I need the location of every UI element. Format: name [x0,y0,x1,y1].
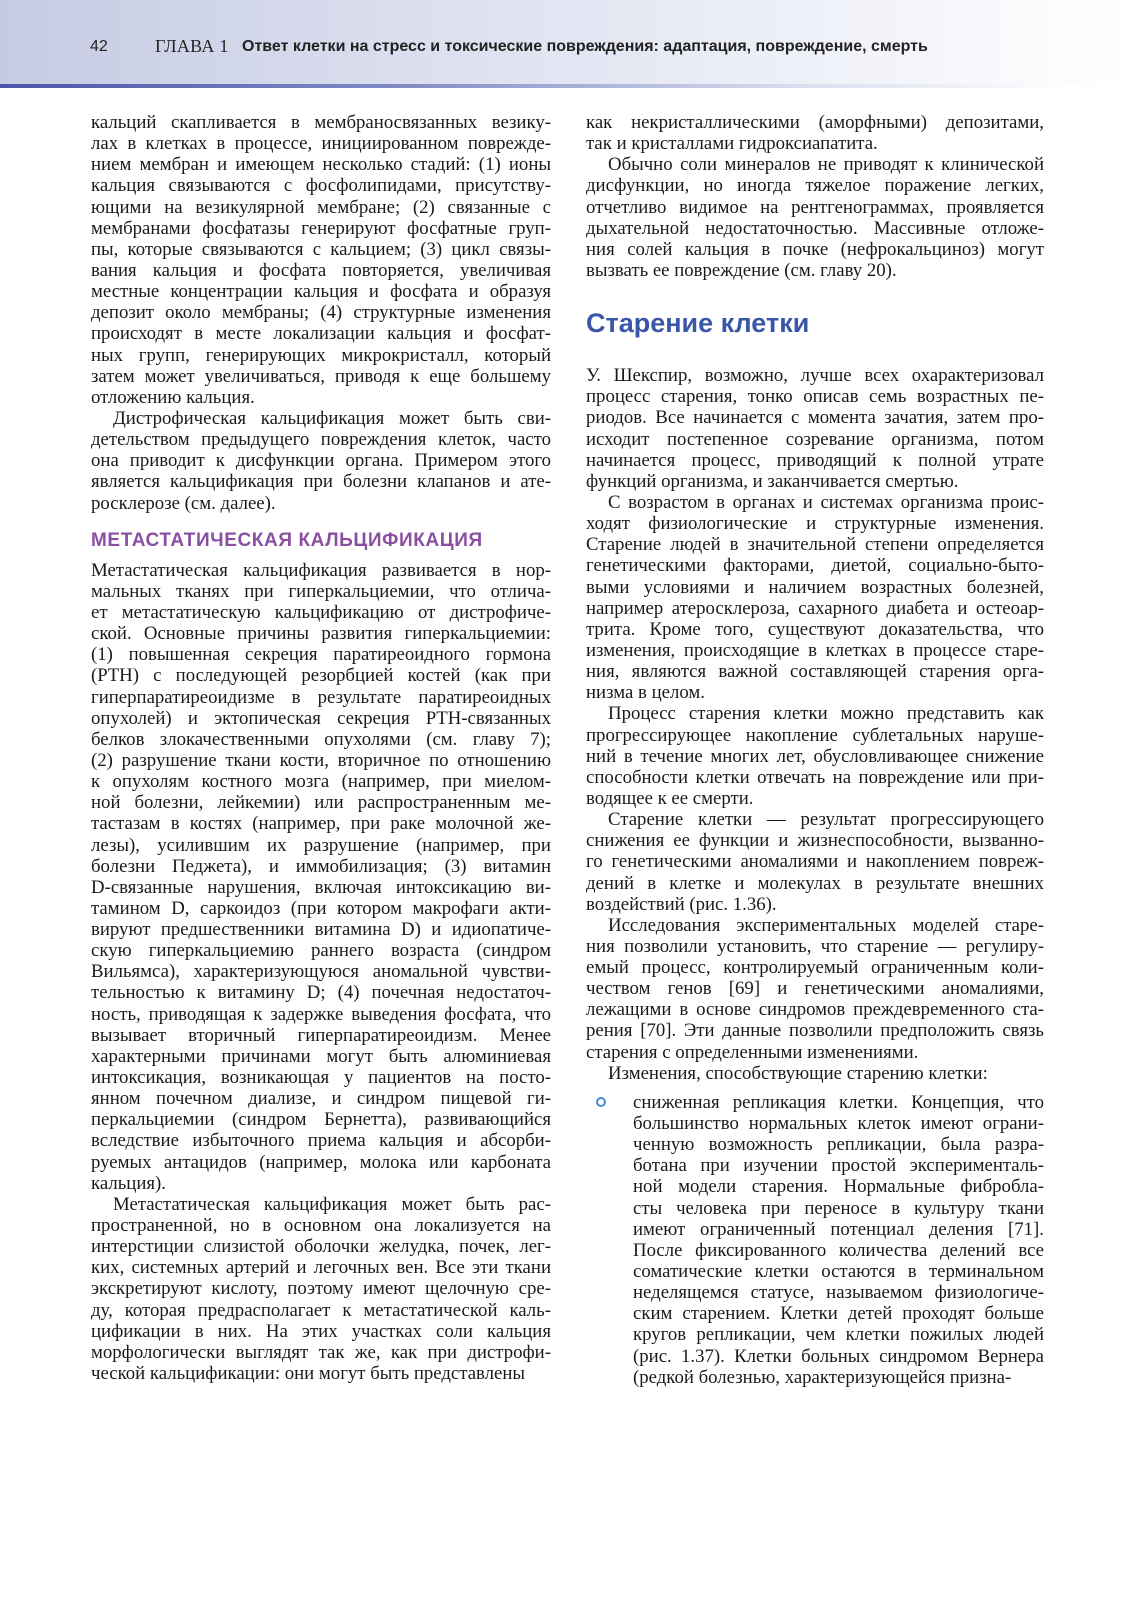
text-line: ность, приводящая к задержке выведения фосфата, что [91,1003,551,1025]
running-title: Ответ клетки на стресс и токсические повреждения: адаптация, повреждение, смерть [242,38,928,55]
text-line: Изменения, способствующие старению клетки: [608,1062,988,1084]
text-line: к опухолям костного мозга (например, при миелом- [91,771,551,793]
bullet-text [633,1092,1044,1388]
right-column [586,112,1044,1388]
text-line: воздействий (рис. 1.36). [586,893,777,915]
text-line: происходят в месте локализации кальция и фосфат- [91,323,551,345]
text-line: ния, являются важной составляющей старения орга- [586,661,1044,683]
text-line: росклерозе (см. далее). [91,492,276,514]
text-line: Старение клетки — результат прогрессирующего [608,809,1044,831]
text-line: детельством предыдущего повреждения клеток, часто [91,429,551,451]
chapter-label: ГЛАВА 1 [155,36,229,56]
text-line: дыхательной недостаточностью. Массивные отложе- [586,217,1044,239]
text-line: ния солей кальция в почке (нефрокальциноз) могут [586,238,1044,260]
text-line: неделящемся статусе, называемом физиологиче- [633,1282,1044,1304]
text-line: трита. Кроме того, существуют доказательства, что [586,618,1044,640]
text-line: способности клетки отвечать на повреждение или при- [586,766,1044,788]
text-line: ной болезни, лейкемии) или распространенным ме- [91,792,551,814]
page-header [0,0,1131,88]
text-line: (2) разрушение ткани кости, вторичное по отношению [91,749,551,771]
text-line: дений в клетке и молекулах в результате внешних [586,872,1044,894]
text-line: прогрессирующее накопление сублетальных наруше- [586,724,1044,746]
text-line: начинается процесс, приводящий к полной утрате [586,449,1044,471]
text-line: Метастатическая кальцификация развивается в нор- [91,559,551,581]
text-line: ским старением. Клетки детей проходят больше [633,1303,1044,1325]
text-line: рения [70]. Эти данные позволили предположить связь [586,1020,1044,1042]
text-line: характерными причинами могут быть алюминиевая [91,1045,551,1067]
text-line: вания кальция и фосфата повторяется, увеличивая [91,259,551,281]
text-line: водящее к ее смерти. [586,787,754,809]
text-line: (1) повышенная секреция паратиреоидного гормона [91,644,551,666]
text-line: местные концентрации кальция и фосфата и образуя [91,281,551,303]
text-line: С возрастом в органах и системах организма проис- [608,491,1044,513]
text-line: например атеросклероза, сахарного диабета и остеоар- [586,597,1044,619]
text-line: экскретируют кислоту, поэтому имеют щелочную сре- [91,1278,551,1300]
bullet-icon [596,1097,606,1107]
text-line: ющими на везикулярной мембране; (2) связанные с [91,196,551,218]
text-line: Дистрофическая кальцификация может быть сви- [113,407,551,429]
paragraph [586,112,1044,154]
paragraph [91,1194,551,1384]
text-line: пространенной, но в основном она локализуется на [91,1215,551,1237]
text-line: пы, которые связываются с кальцием; (3) цикл связы- [91,238,551,260]
paragraph [586,809,1044,915]
text-line: как некристаллическими (аморфными) депозитами, [586,112,1044,133]
header-rule [0,84,1131,88]
text-line: функций организма, и заканчивается смертью. [586,470,959,492]
text-line: ченную возможность репликации, была разра- [633,1134,1044,1156]
text-line: Обычно соли минералов не приводят к клинической [608,154,1044,176]
text-line: вследствие избыточного приема кальция и абсорби- [91,1130,551,1152]
text-line: большинство нормальных клеток имеют ограни- [633,1113,1044,1135]
text-line: генетическими факторами, диетой, социально-быто- [586,555,1044,577]
text-line: ет метастатическую кальцификацию от дистрофиче- [91,601,551,623]
text-line: янном почечном диализе, и синдром пищевой ги- [91,1088,551,1110]
text-line: кальция). [91,1172,166,1194]
text-line: го генетическими аномалиями и накоплением повреж- [586,851,1044,873]
text-line: вируют предшественники витамина D) и идиопатиче- [91,919,551,941]
text-line: вызвать ее повреждение (см. главу 20). [586,259,897,281]
text-line: ных групп, генерирующих микрокристалл, который [91,344,551,366]
text-line: цификации в них. На этих участках соли кальция [91,1320,551,1342]
section-heading: МЕТАСТАТИЧЕСКАЯ КАЛЬЦИФИКАЦИЯ [91,529,483,551]
text-line: сниженная репликация клетки. Концепция, что [633,1091,1044,1113]
text-line: имеют ограниченный потенциал деления [71]. [633,1218,1044,1240]
text-line: Исследования экспериментальных моделей старе- [608,914,1044,936]
text-line: выми условиями и наличием возрастных болезней, [586,576,1044,598]
text-line: руемых антацидов (например, молока или карбоната [91,1151,551,1173]
text-line: изменения, происходящие в клетках в процессе старе- [586,639,1044,661]
text-line: интоксикация, возникающая у пациентов на посто- [91,1067,551,1089]
text-line: соматические клетки остаются в терминальном [633,1261,1044,1283]
text-line: старения с определенными изменениями. [586,1041,919,1063]
text-line: емый процесс, контролируемый ограниченным коли- [586,957,1044,979]
text-line: ких, системных артерий и легочных вен. Все эти ткани [91,1257,551,1279]
text-line: тельностью к витамину D; (4) почечная недостаточ- [91,982,551,1004]
text-line: (редкой болезнью, характеризующейся призна- [633,1366,1012,1388]
text-line: ходят физиологические и структурные изменения. [586,513,1044,535]
paragraph [91,408,551,514]
text-line: депозит около мембраны; (4) структурные изменения [91,302,551,324]
text-line: дисфункции, но иногда тяжелое поражение легких, [586,175,1044,197]
paragraph [91,560,551,1194]
text-line: лежащими в основе синдромов преждевременного ста- [586,999,1044,1021]
text-line: лезы), усилившим их разрушение (например, при [91,834,551,856]
text-line: процесс старения, тонко описав семь возрастных пе- [586,386,1044,408]
text-line: она приводит к дисфункции органа. Примером этого [91,450,551,472]
text-line: лах в клетках в процессе, инициированном поврежде- [91,133,551,155]
text-line: мальных тканях при гиперкальциемии, что отлича- [91,580,551,602]
text-line: нием мембран и имеющем несколько стадий: (1) ионы [91,154,551,176]
text-line: тастазам в костях (например, при раке молочной же- [91,813,551,835]
paragraph [586,365,1044,492]
paragraph [586,1063,1044,1084]
text-line: D-связанные нарушения, включая интоксикацию ви- [91,876,551,898]
paragraph [586,492,1044,703]
text-line: Вильямса), характеризующуюся аномальной чувстви- [91,961,551,983]
text-line: исходит постепенное созревание организма, потом [586,428,1044,450]
paragraph [91,112,551,408]
bullet-item [586,1092,1044,1388]
text-line: ботана при изучении простой эксперименталь- [633,1155,1044,1177]
text-line: отчетливо видимое на рентгенограммах, проявляется [586,196,1044,218]
paragraph [586,154,1044,281]
text-line: ния позволили установить, что старение — регулиру- [586,935,1044,957]
text-line: Старение людей в значительной степени определяется [586,534,1044,556]
text-line: кальций скапливается в мембраносвязанных везику- [91,112,551,133]
text-line: белков злокачественными опухолями (см. главу 7); [91,728,551,750]
text-line: мембранами фосфатазы генерируют фосфатные груп- [91,217,551,239]
text-line: кругов репликации, чем клетки пожилых людей [633,1324,1044,1346]
text-line: чеством генов [69] и генетическими аномалиями, [586,978,1044,1000]
text-line: затем может увеличиваться, приводя к еще большему [91,365,551,387]
text-line: ду, которая предрасполагает к метастатической каль- [91,1299,551,1321]
text-line: ческой кальцификации: они могут быть представлены [91,1363,526,1385]
paragraph [586,703,1044,809]
text-line: отложению кальция. [91,386,255,408]
text-line: является кальцификация при болезни клапанов и ате- [91,471,551,493]
chapter-heading: Старение клетки [586,308,810,339]
text-line: сты человека при переносе в культуру ткани [633,1197,1044,1219]
text-line: опухолей) и эктопическая секреция PTH-связанных [91,707,551,729]
text-line: Процесс старения клетки можно представить как [608,703,1044,725]
text-line: перкальциемии (синдром Бернетта), развивающийся [91,1109,551,1131]
left-column [91,112,551,1384]
text-line: После фиксированного количества делений все [633,1239,1044,1261]
text-line: (PTH) с последующей резорбцией костей (как при [91,665,551,687]
text-line: У. Шекспир, возможно, лучше всех охарактеризовал [586,365,1044,387]
text-line: снижения ее функции и жизнеспособности, вызванно- [586,830,1044,852]
text-line: гиперпаратиреоидизме в результате паратиреоидных [91,686,551,708]
text-line: (рис. 1.37). Клетки больных синдромом Вернера [633,1345,1044,1367]
text-line: ной модели старения. Нормальные фибробла- [633,1176,1044,1198]
text-line: так и кристаллами гидроксиапатита. [586,133,878,155]
text-line: скую гиперкальциемию раннего возраста (синдром [91,940,551,962]
text-line: морфологически выглядят так же, как при дистрофи- [91,1341,551,1363]
text-line: риодов. Все начинается с момента зачатия, затем про- [586,407,1044,429]
paragraph [586,915,1044,1063]
text-line: интерстиции слизистой оболочки желудка, почек, лег- [91,1236,551,1258]
text-line: низма в целом. [586,682,705,704]
text-line: ской. Основные причины развития гиперкальциемии: [91,623,551,645]
page-number: 42 [90,38,108,55]
text-line: ний в течение многих лет, обусловливающее снижение [586,745,1044,767]
text-line: Метастатическая кальцификация может быть рас- [113,1193,551,1215]
text-line: кальция связываются с фосфолипидами, присутству- [91,175,551,197]
text-line: болезни Педжета), и иммобилизация; (3) витамин [91,855,551,877]
text-line: вызывает вторичный гиперпаратиреоидизм. Менее [91,1024,551,1046]
text-line: тамином D, саркоидоз (при котором макрофаги акти- [91,897,551,919]
